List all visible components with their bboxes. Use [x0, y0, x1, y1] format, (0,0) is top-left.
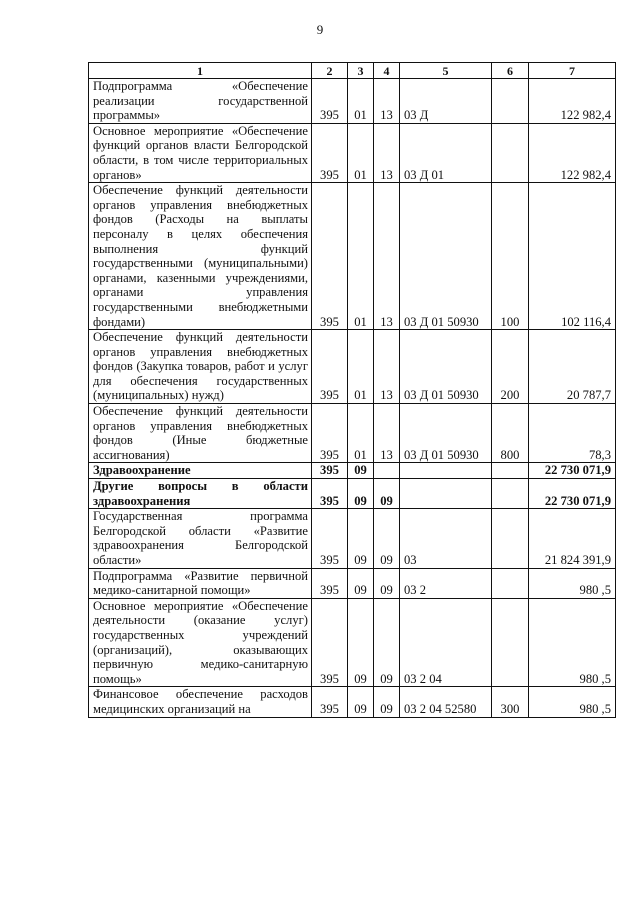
subsection-code: 09	[374, 509, 400, 568]
target-article-code	[400, 479, 492, 509]
ministry-code: 395	[312, 687, 348, 717]
target-article-code: 03	[400, 509, 492, 568]
subsection-code: 13	[374, 123, 400, 182]
expense-type-code	[492, 123, 529, 182]
ministry-code: 395	[312, 568, 348, 598]
expense-type-code	[492, 598, 529, 687]
item-name: Подпрограмма «Обеспечение реализации государственной программы»	[89, 79, 312, 124]
amount: 122 982,4	[529, 79, 616, 124]
section-code: 09	[348, 463, 374, 479]
amount: 22 730 071,9	[529, 463, 616, 479]
item-name: Обеспечение функций деятельности органов управления внебюджетных фондов (Закупка товаров, работ и услуг для обеспечения государственных (муниципальных) нужд)	[89, 330, 312, 404]
subsection-code: 13	[374, 330, 400, 404]
header-col-6: 6	[492, 63, 529, 79]
target-article-code: 03 2 04	[400, 598, 492, 687]
amount: 22 730 071,9	[529, 479, 616, 509]
target-article-code: 03 Д 01 50930	[400, 183, 492, 330]
ministry-code: 395	[312, 183, 348, 330]
expense-type-code	[492, 568, 529, 598]
expense-type-code: 200	[492, 330, 529, 404]
section-code: 01	[348, 183, 374, 330]
subsection-code: 09	[374, 479, 400, 509]
item-name: Другие вопросы в области здравоохранения	[89, 479, 312, 509]
header-col-3: 3	[348, 63, 374, 79]
amount: 102 116,4	[529, 183, 616, 330]
ministry-code: 395	[312, 404, 348, 463]
target-article-code: 03 Д	[400, 79, 492, 124]
item-name: Основное мероприятие «Обеспечение функций органов власти Белгородской области, в том числе территориальных органов»	[89, 123, 312, 182]
table-row	[89, 687, 616, 717]
subsection-code: 13	[374, 404, 400, 463]
expense-type-code	[492, 509, 529, 568]
subsection-code	[374, 463, 400, 479]
amount: 980 ,5	[529, 598, 616, 687]
expense-type-code: 300	[492, 687, 529, 717]
ministry-code: 395	[312, 330, 348, 404]
ministry-code: 395	[312, 479, 348, 509]
table-row	[89, 568, 616, 598]
expense-type-code: 800	[492, 404, 529, 463]
item-name: Государственная программа Белгородской области «Развитие здравоохранения Белгородской области»	[89, 509, 312, 568]
table-row-subsection-total	[89, 479, 616, 509]
section-code: 01	[348, 330, 374, 404]
section-code: 09	[348, 598, 374, 687]
target-article-code: 03 Д 01 50930	[400, 330, 492, 404]
section-code: 01	[348, 123, 374, 182]
table-row-section-total	[89, 463, 616, 479]
subsection-code: 13	[374, 79, 400, 124]
table-row	[89, 79, 616, 124]
table-row	[89, 598, 616, 687]
table-row	[89, 123, 616, 182]
target-article-code: 03 2 04 52580	[400, 687, 492, 717]
item-name: Основное мероприятие «Обеспечение деятельности (оказание услуг) государственных учреждений (организаций), оказывающих первичную медико-санитарную помощь»	[89, 598, 312, 687]
header-col-2: 2	[312, 63, 348, 79]
section-code: 09	[348, 479, 374, 509]
amount: 980 ,5	[529, 687, 616, 717]
table-body	[89, 79, 616, 718]
ministry-code: 395	[312, 79, 348, 124]
header-row	[89, 63, 616, 79]
header-col-4: 4	[374, 63, 400, 79]
table-row	[89, 509, 616, 568]
subsection-code: 09	[374, 687, 400, 717]
expense-type-code	[492, 479, 529, 509]
expense-type-code: 100	[492, 183, 529, 330]
target-article-code: 03 Д 01 50930	[400, 404, 492, 463]
amount: 20 787,7	[529, 330, 616, 404]
section-code: 09	[348, 687, 374, 717]
target-article-code: 03 2	[400, 568, 492, 598]
target-article-code: 03 Д 01	[400, 123, 492, 182]
table-header	[89, 63, 616, 79]
item-name: Здравоохранение	[89, 463, 312, 479]
amount: 980 ,5	[529, 568, 616, 598]
subsection-code: 13	[374, 183, 400, 330]
expense-type-code	[492, 463, 529, 479]
ministry-code: 395	[312, 509, 348, 568]
table-row	[89, 404, 616, 463]
budget-table	[88, 62, 616, 718]
table-row	[89, 330, 616, 404]
expense-type-code	[492, 79, 529, 124]
header-col-5: 5	[400, 63, 492, 79]
table-row	[89, 183, 616, 330]
subsection-code: 09	[374, 568, 400, 598]
header-col-1: 1	[89, 63, 312, 79]
item-name: Обеспечение функций деятельности органов управления внебюджетных фондов (Расходы на выплаты персоналу в целях обеспечения выполнения функций государственными (муниципальными) органами, казенными учреждениями, органами управления государственными внебюджетными фондами)	[89, 183, 312, 330]
ministry-code: 395	[312, 463, 348, 479]
ministry-code: 395	[312, 598, 348, 687]
target-article-code	[400, 463, 492, 479]
section-code: 09	[348, 509, 374, 568]
item-name: Финансовое обеспечение расходов медицинских организаций на	[89, 687, 312, 717]
amount: 122 982,4	[529, 123, 616, 182]
amount: 21 824 391,9	[529, 509, 616, 568]
item-name: Обеспечение функций деятельности органов управления внебюджетных фондов (Иные бюджетные ассигнования)	[89, 404, 312, 463]
page-number: 9	[316, 22, 324, 37]
header-col-7: 7	[529, 63, 616, 79]
item-name: Подпрограмма «Развитие первичной медико-санитарной помощи»	[89, 568, 312, 598]
section-code: 01	[348, 404, 374, 463]
ministry-code: 395	[312, 123, 348, 182]
amount: 78,3	[529, 404, 616, 463]
subsection-code: 09	[374, 598, 400, 687]
section-code: 09	[348, 568, 374, 598]
section-code: 01	[348, 79, 374, 124]
